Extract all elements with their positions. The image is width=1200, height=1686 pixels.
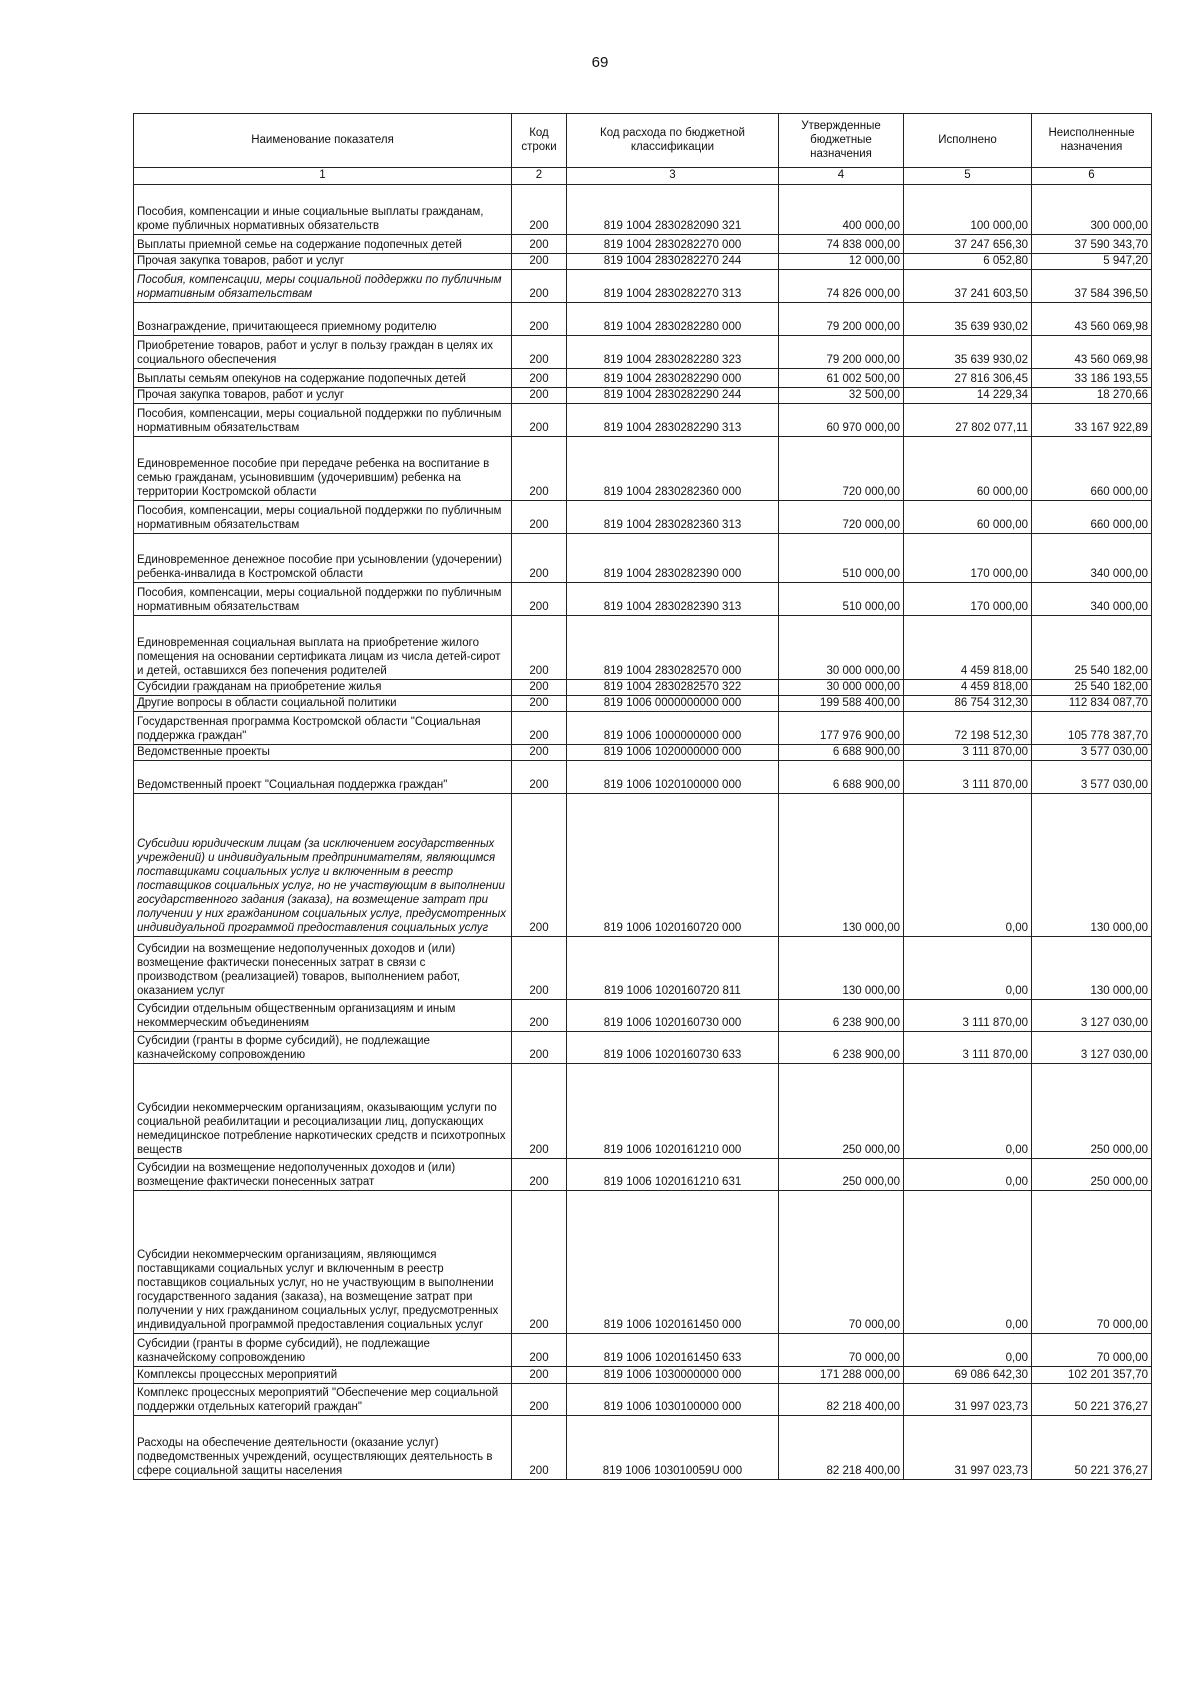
row-executed-amount: 86 754 312,30 bbox=[904, 696, 1032, 712]
row-budget-code: 819 1006 1020000000 000 bbox=[567, 745, 779, 761]
table-row bbox=[134, 794, 1152, 937]
row-remaining-amount: 43 560 069,98 bbox=[1032, 303, 1152, 336]
row-approved-amount: 82 218 400,00 bbox=[779, 1384, 904, 1416]
row-remaining-amount: 33 186 193,55 bbox=[1032, 369, 1152, 388]
row-remaining-amount: 33 167 922,89 bbox=[1032, 404, 1152, 437]
row-executed-amount: 37 241 603,50 bbox=[904, 270, 1032, 303]
row-approved-amount: 6 238 900,00 bbox=[779, 1000, 904, 1032]
row-budget-code: 819 1006 1030100000 000 bbox=[567, 1384, 779, 1416]
row-line-code: 200 bbox=[512, 1000, 567, 1032]
column-number: 2 bbox=[512, 168, 567, 185]
row-budget-code: 819 1006 1020160720 811 bbox=[567, 937, 779, 1000]
row-remaining-amount: 3 127 030,00 bbox=[1032, 1032, 1152, 1064]
row-remaining-amount: 250 000,00 bbox=[1032, 1159, 1152, 1191]
row-executed-amount: 170 000,00 bbox=[904, 583, 1032, 616]
row-indicator-name: Субсидии некоммерческим организациям, являющимся поставщиками социальных услуг и включенным в реестр поставщиков социальных услуг, но не участвующим в выполнении государственного задания (заказа), на возмещение затрат при получении у них гражданином социальных услуг, предусмотренных индивидуальной программой предоставления социальных услуг bbox=[134, 1191, 512, 1334]
row-remaining-amount: 50 221 376,27 bbox=[1032, 1384, 1152, 1416]
row-line-code: 200 bbox=[512, 534, 567, 583]
row-remaining-amount: 105 778 387,70 bbox=[1032, 712, 1152, 745]
row-approved-amount: 510 000,00 bbox=[779, 534, 904, 583]
row-budget-code: 819 1004 2830282270 000 bbox=[567, 235, 779, 254]
row-executed-amount: 72 198 512,30 bbox=[904, 712, 1032, 745]
row-approved-amount: 60 970 000,00 bbox=[779, 404, 904, 437]
row-budget-code: 819 1006 1020160720 000 bbox=[567, 794, 779, 937]
row-executed-amount: 14 229,34 bbox=[904, 388, 1032, 404]
row-line-code: 200 bbox=[512, 369, 567, 388]
row-line-code: 200 bbox=[512, 1384, 567, 1416]
row-executed-amount: 0,00 bbox=[904, 937, 1032, 1000]
row-approved-amount: 70 000,00 bbox=[779, 1191, 904, 1334]
column-number: 1 bbox=[134, 168, 512, 185]
row-executed-amount: 27 802 077,11 bbox=[904, 404, 1032, 437]
row-approved-amount: 510 000,00 bbox=[779, 583, 904, 616]
row-approved-amount: 6 688 900,00 bbox=[779, 745, 904, 761]
row-line-code: 200 bbox=[512, 270, 567, 303]
row-executed-amount: 37 247 656,30 bbox=[904, 235, 1032, 254]
row-approved-amount: 130 000,00 bbox=[779, 794, 904, 937]
row-approved-amount: 177 976 900,00 bbox=[779, 712, 904, 745]
row-line-code: 200 bbox=[512, 235, 567, 254]
row-budget-code: 819 1004 2830282570 322 bbox=[567, 680, 779, 696]
table-row bbox=[134, 534, 1152, 583]
row-remaining-amount: 130 000,00 bbox=[1032, 937, 1152, 1000]
row-approved-amount: 79 200 000,00 bbox=[779, 336, 904, 369]
row-budget-code: 819 1004 2830282270 244 bbox=[567, 254, 779, 270]
row-budget-code: 819 1004 2830282090 321 bbox=[567, 185, 779, 235]
row-executed-amount: 35 639 930,02 bbox=[904, 303, 1032, 336]
row-budget-code: 819 1004 2830282280 000 bbox=[567, 303, 779, 336]
row-budget-code: 819 1004 2830282570 000 bbox=[567, 616, 779, 680]
row-executed-amount: 170 000,00 bbox=[904, 534, 1032, 583]
row-indicator-name: Ведомственные проекты bbox=[134, 745, 512, 761]
row-remaining-amount: 37 590 343,70 bbox=[1032, 235, 1152, 254]
row-executed-amount: 0,00 bbox=[904, 1191, 1032, 1334]
row-line-code: 200 bbox=[512, 616, 567, 680]
row-budget-code: 819 1006 1020161450 633 bbox=[567, 1334, 779, 1367]
row-executed-amount: 27 816 306,45 bbox=[904, 369, 1032, 388]
row-indicator-name: Субсидии некоммерческим организациям, оказывающим услуги по социальной реабилитации и ресоциализации лиц, допускающих немедицинское потребление наркотических средств и психотропных веществ bbox=[134, 1064, 512, 1159]
row-approved-amount: 12 000,00 bbox=[779, 254, 904, 270]
table-row bbox=[134, 1191, 1152, 1334]
row-approved-amount: 30 000 000,00 bbox=[779, 680, 904, 696]
row-indicator-name: Субсидии на возмещение недополученных доходов и (или) возмещение фактически понесенных затрат bbox=[134, 1159, 512, 1191]
row-line-code: 200 bbox=[512, 680, 567, 696]
row-line-code: 200 bbox=[512, 1367, 567, 1384]
row-budget-code: 819 1006 1020161210 000 bbox=[567, 1064, 779, 1159]
row-remaining-amount: 340 000,00 bbox=[1032, 534, 1152, 583]
table-row bbox=[134, 501, 1152, 534]
row-line-code: 200 bbox=[512, 404, 567, 437]
row-indicator-name: Прочая закупка товаров, работ и услуг bbox=[134, 388, 512, 404]
row-line-code: 200 bbox=[512, 712, 567, 745]
table-body bbox=[134, 185, 1152, 1480]
row-indicator-name: Прочая закупка товаров, работ и услуг bbox=[134, 254, 512, 270]
row-remaining-amount: 25 540 182,00 bbox=[1032, 680, 1152, 696]
budget-execution-table bbox=[133, 113, 1152, 1480]
row-indicator-name: Субсидии отдельным общественным организациям и иным некоммерческим объединениям bbox=[134, 1000, 512, 1032]
row-approved-amount: 74 826 000,00 bbox=[779, 270, 904, 303]
row-remaining-amount: 3 577 030,00 bbox=[1032, 745, 1152, 761]
table-row bbox=[134, 937, 1152, 1000]
row-remaining-amount: 112 834 087,70 bbox=[1032, 696, 1152, 712]
row-executed-amount: 0,00 bbox=[904, 1064, 1032, 1159]
row-indicator-name: Комплексы процессных мероприятий bbox=[134, 1367, 512, 1384]
row-remaining-amount: 130 000,00 bbox=[1032, 794, 1152, 937]
column-number: 3 bbox=[567, 168, 779, 185]
row-remaining-amount: 3 127 030,00 bbox=[1032, 1000, 1152, 1032]
row-line-code: 200 bbox=[512, 1416, 567, 1480]
row-approved-amount: 250 000,00 bbox=[779, 1159, 904, 1191]
row-approved-amount: 171 288 000,00 bbox=[779, 1367, 904, 1384]
header-line-code: Код строки bbox=[512, 114, 567, 168]
table-header-row bbox=[134, 114, 1152, 168]
table-row bbox=[134, 235, 1152, 254]
row-remaining-amount: 5 947,20 bbox=[1032, 254, 1152, 270]
row-indicator-name: Другие вопросы в области социальной политики bbox=[134, 696, 512, 712]
table-row bbox=[134, 1384, 1152, 1416]
row-indicator-name: Расходы на обеспечение деятельности (оказание услуг) подведомственных учреждений, осуществляющих деятельность в сфере социальной защиты населения bbox=[134, 1416, 512, 1480]
row-line-code: 200 bbox=[512, 1159, 567, 1191]
row-line-code: 200 bbox=[512, 1032, 567, 1064]
row-indicator-name: Субсидии на возмещение недополученных доходов и (или) возмещение фактически понесенных затрат в связи с производством (реализацией) товаров, выполнением работ, оказанием услуг bbox=[134, 937, 512, 1000]
row-line-code: 200 bbox=[512, 1064, 567, 1159]
table-row bbox=[134, 1367, 1152, 1384]
table-row bbox=[134, 616, 1152, 680]
row-executed-amount: 3 111 870,00 bbox=[904, 1000, 1032, 1032]
row-budget-code: 819 1006 1020160730 633 bbox=[567, 1032, 779, 1064]
row-remaining-amount: 18 270,66 bbox=[1032, 388, 1152, 404]
row-remaining-amount: 50 221 376,27 bbox=[1032, 1416, 1152, 1480]
row-remaining-amount: 3 577 030,00 bbox=[1032, 761, 1152, 794]
row-line-code: 200 bbox=[512, 745, 567, 761]
row-line-code: 200 bbox=[512, 583, 567, 616]
header-approved: Утвержденные бюджетные назначения bbox=[779, 114, 904, 168]
table-row bbox=[134, 369, 1152, 388]
row-indicator-name: Пособия, компенсации, меры социальной поддержки по публичным нормативным обязательствам bbox=[134, 501, 512, 534]
row-remaining-amount: 70 000,00 bbox=[1032, 1334, 1152, 1367]
row-indicator-name: Единовременная социальная выплата на приобретение жилого помещения на основании сертификата лицам из числа детей-сирот и детей, оставшихся без попечения родителей bbox=[134, 616, 512, 680]
row-indicator-name: Ведомственный проект "Социальная поддержка граждан" bbox=[134, 761, 512, 794]
row-line-code: 200 bbox=[512, 937, 567, 1000]
row-indicator-name: Субсидии гражданам на приобретение жилья bbox=[134, 680, 512, 696]
row-executed-amount: 35 639 930,02 bbox=[904, 336, 1032, 369]
row-approved-amount: 6 688 900,00 bbox=[779, 761, 904, 794]
row-indicator-name: Пособия, компенсации, меры социальной поддержки по публичным нормативным обязательствам bbox=[134, 404, 512, 437]
table-row bbox=[134, 680, 1152, 696]
row-approved-amount: 199 588 400,00 bbox=[779, 696, 904, 712]
row-remaining-amount: 660 000,00 bbox=[1032, 501, 1152, 534]
row-budget-code: 819 1006 103010059U 000 bbox=[567, 1416, 779, 1480]
table-row bbox=[134, 1032, 1152, 1064]
row-indicator-name: Субсидии (гранты в форме субсидий), не подлежащие казначейскому сопровождению bbox=[134, 1032, 512, 1064]
row-approved-amount: 79 200 000,00 bbox=[779, 303, 904, 336]
table-row bbox=[134, 583, 1152, 616]
row-remaining-amount: 250 000,00 bbox=[1032, 1064, 1152, 1159]
header-indicator-name: Наименование показателя bbox=[134, 114, 512, 168]
row-executed-amount: 31 997 023,73 bbox=[904, 1416, 1032, 1480]
row-executed-amount: 4 459 818,00 bbox=[904, 680, 1032, 696]
row-remaining-amount: 300 000,00 bbox=[1032, 185, 1152, 235]
row-indicator-name: Единовременное пособие при передаче ребенка на воспитание в семью гражданам, усыновившим (удочерившим) ребенка на территории Костромской области bbox=[134, 437, 512, 501]
row-budget-code: 819 1004 2830282390 000 bbox=[567, 534, 779, 583]
table-row bbox=[134, 761, 1152, 794]
column-number: 6 bbox=[1032, 168, 1152, 185]
table-row bbox=[134, 303, 1152, 336]
row-indicator-name: Выплаты приемной семье на содержание подопечных детей bbox=[134, 235, 512, 254]
row-line-code: 200 bbox=[512, 254, 567, 270]
row-remaining-amount: 102 201 357,70 bbox=[1032, 1367, 1152, 1384]
table-row bbox=[134, 1064, 1152, 1159]
row-approved-amount: 61 002 500,00 bbox=[779, 369, 904, 388]
row-budget-code: 819 1004 2830282270 313 bbox=[567, 270, 779, 303]
row-executed-amount: 60 000,00 bbox=[904, 437, 1032, 501]
row-indicator-name: Единовременное денежное пособие при усыновлении (удочерении) ребенка-инвалида в Костромской области bbox=[134, 534, 512, 583]
column-number: 5 bbox=[904, 168, 1032, 185]
row-budget-code: 819 1006 1020161210 631 bbox=[567, 1159, 779, 1191]
row-indicator-name: Субсидии (гранты в форме субсидий), не подлежащие казначейскому сопровождению bbox=[134, 1334, 512, 1367]
row-approved-amount: 400 000,00 bbox=[779, 185, 904, 235]
row-budget-code: 819 1004 2830282290 313 bbox=[567, 404, 779, 437]
row-approved-amount: 74 838 000,00 bbox=[779, 235, 904, 254]
row-remaining-amount: 660 000,00 bbox=[1032, 437, 1152, 501]
column-number-row bbox=[134, 168, 1152, 185]
row-remaining-amount: 25 540 182,00 bbox=[1032, 616, 1152, 680]
header-executed: Исполнено bbox=[904, 114, 1032, 168]
row-approved-amount: 720 000,00 bbox=[779, 501, 904, 534]
row-approved-amount: 720 000,00 bbox=[779, 437, 904, 501]
row-executed-amount: 69 086 642,30 bbox=[904, 1367, 1032, 1384]
row-line-code: 200 bbox=[512, 1334, 567, 1367]
row-line-code: 200 bbox=[512, 303, 567, 336]
row-budget-code: 819 1004 2830282290 244 bbox=[567, 388, 779, 404]
table-row bbox=[134, 696, 1152, 712]
table-row bbox=[134, 745, 1152, 761]
row-line-code: 200 bbox=[512, 761, 567, 794]
row-indicator-name: Комплекс процессных мероприятий "Обеспечение мер социальной поддержки отдельных категорий граждан" bbox=[134, 1384, 512, 1416]
row-indicator-name: Пособия, компенсации и иные социальные выплаты гражданам, кроме публичных нормативных обязательств bbox=[134, 185, 512, 235]
row-budget-code: 819 1006 1020160730 000 bbox=[567, 1000, 779, 1032]
table-row bbox=[134, 712, 1152, 745]
row-budget-code: 819 1004 2830282360 000 bbox=[567, 437, 779, 501]
row-executed-amount: 0,00 bbox=[904, 1159, 1032, 1191]
row-executed-amount: 3 111 870,00 bbox=[904, 761, 1032, 794]
table-row bbox=[134, 1416, 1152, 1480]
row-budget-code: 819 1006 0000000000 000 bbox=[567, 696, 779, 712]
row-indicator-name: Выплаты семьям опекунов на содержание подопечных детей bbox=[134, 369, 512, 388]
row-indicator-name: Приобретение товаров, работ и услуг в пользу граждан в целях их социального обеспечения bbox=[134, 336, 512, 369]
row-indicator-name: Пособия, компенсации, меры социальной поддержки по публичным нормативным обязательствам bbox=[134, 583, 512, 616]
table-row bbox=[134, 336, 1152, 369]
table-row bbox=[134, 1000, 1152, 1032]
page-number: 69 bbox=[591, 54, 609, 71]
row-executed-amount: 3 111 870,00 bbox=[904, 745, 1032, 761]
row-approved-amount: 130 000,00 bbox=[779, 937, 904, 1000]
header-budget-code: Код расхода по бюджетной классификации bbox=[567, 114, 779, 168]
row-remaining-amount: 37 584 396,50 bbox=[1032, 270, 1152, 303]
table-row bbox=[134, 270, 1152, 303]
row-executed-amount: 0,00 bbox=[904, 794, 1032, 937]
column-number: 4 bbox=[779, 168, 904, 185]
row-remaining-amount: 70 000,00 bbox=[1032, 1191, 1152, 1334]
table-row bbox=[134, 254, 1152, 270]
row-line-code: 200 bbox=[512, 1191, 567, 1334]
row-executed-amount: 60 000,00 bbox=[904, 501, 1032, 534]
row-approved-amount: 82 218 400,00 bbox=[779, 1416, 904, 1480]
row-approved-amount: 70 000,00 bbox=[779, 1334, 904, 1367]
row-budget-code: 819 1004 2830282390 313 bbox=[567, 583, 779, 616]
table-row bbox=[134, 404, 1152, 437]
row-budget-code: 819 1006 1020161450 000 bbox=[567, 1191, 779, 1334]
row-indicator-name: Государственная программа Костромской области "Социальная поддержка граждан" bbox=[134, 712, 512, 745]
row-line-code: 200 bbox=[512, 696, 567, 712]
table-row bbox=[134, 185, 1152, 235]
row-executed-amount: 4 459 818,00 bbox=[904, 616, 1032, 680]
row-line-code: 200 bbox=[512, 794, 567, 937]
row-executed-amount: 100 000,00 bbox=[904, 185, 1032, 235]
row-line-code: 200 bbox=[512, 437, 567, 501]
table-row bbox=[134, 437, 1152, 501]
row-line-code: 200 bbox=[512, 388, 567, 404]
row-budget-code: 819 1006 1020100000 000 bbox=[567, 761, 779, 794]
row-line-code: 200 bbox=[512, 501, 567, 534]
row-budget-code: 819 1006 1030000000 000 bbox=[567, 1367, 779, 1384]
row-executed-amount: 0,00 bbox=[904, 1334, 1032, 1367]
row-approved-amount: 6 238 900,00 bbox=[779, 1032, 904, 1064]
row-line-code: 200 bbox=[512, 185, 567, 235]
row-budget-code: 819 1004 2830282360 313 bbox=[567, 501, 779, 534]
row-budget-code: 819 1006 1000000000 000 bbox=[567, 712, 779, 745]
row-executed-amount: 3 111 870,00 bbox=[904, 1032, 1032, 1064]
row-executed-amount: 31 997 023,73 bbox=[904, 1384, 1032, 1416]
table-row bbox=[134, 1334, 1152, 1367]
row-approved-amount: 30 000 000,00 bbox=[779, 616, 904, 680]
table-row bbox=[134, 388, 1152, 404]
row-indicator-name: Пособия, компенсации, меры социальной поддержки по публичным нормативным обязательствам bbox=[134, 270, 512, 303]
row-remaining-amount: 43 560 069,98 bbox=[1032, 336, 1152, 369]
row-line-code: 200 bbox=[512, 336, 567, 369]
row-budget-code: 819 1004 2830282280 323 bbox=[567, 336, 779, 369]
header-remaining: Неисполненные назначения bbox=[1032, 114, 1152, 168]
row-executed-amount: 6 052,80 bbox=[904, 254, 1032, 270]
row-budget-code: 819 1004 2830282290 000 bbox=[567, 369, 779, 388]
table-row bbox=[134, 1159, 1152, 1191]
row-indicator-name: Вознаграждение, причитающееся приемному родителю bbox=[134, 303, 512, 336]
row-indicator-name: Субсидии юридическим лицам (за исключением государственных учреждений) и индивидуальным предпринимателям, являющимся поставщиками социальных услуг и включенным в реестр поставщиков социальных услуг, но не участвующим в выполнении государственного задания (заказа), на возмещение затрат при получении у них гражданином социальных услуг, предусмотренных индивидуальной программой предоставления социальных услуг bbox=[134, 794, 512, 937]
row-approved-amount: 250 000,00 bbox=[779, 1064, 904, 1159]
row-remaining-amount: 340 000,00 bbox=[1032, 583, 1152, 616]
row-approved-amount: 32 500,00 bbox=[779, 388, 904, 404]
